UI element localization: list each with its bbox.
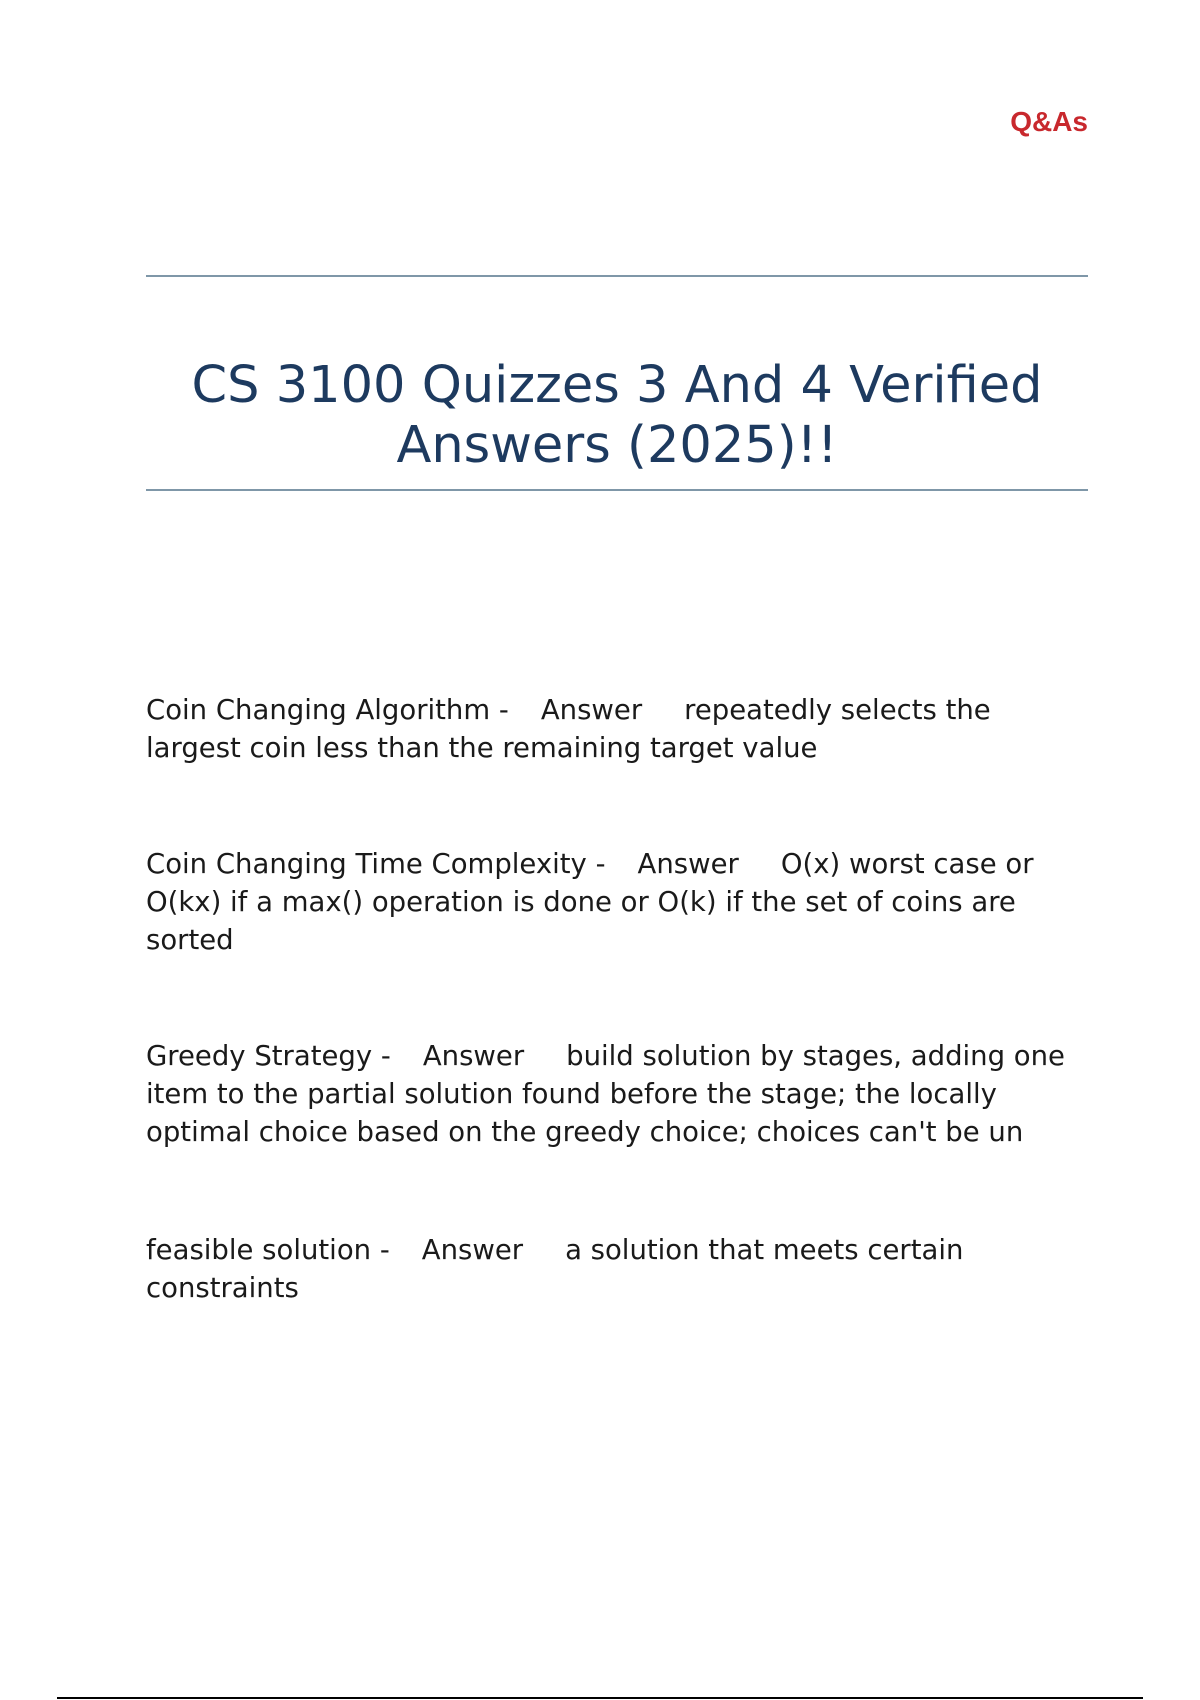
- qa-term: feasible solution: [146, 1234, 372, 1266]
- qa-answer: repeatedly selects the largest coin less than the remaining target value: [146, 694, 991, 764]
- qa-answer-label: Answer: [422, 1040, 525, 1072]
- qa-answer-label: Answer: [637, 848, 739, 880]
- title-top-rule: [146, 275, 1088, 277]
- qa-list: [146, 691, 1086, 1385]
- title-bottom-rule: [146, 489, 1088, 491]
- qa-item: [146, 845, 1086, 959]
- qa-item: [146, 691, 1086, 767]
- qa-term: Coin Changing Time Complexity: [146, 848, 587, 880]
- qa-answer: build solution by stages, adding one item to the partial solution found before the stage; the locally optimal choice based on the greedy choice; choices can't be un: [146, 1040, 1065, 1148]
- qa-answer: a solution that meets certain constraints: [146, 1234, 964, 1304]
- qa-term: Greedy Strategy: [146, 1040, 373, 1072]
- qa-separator: -: [498, 694, 509, 726]
- qa-separator: -: [379, 1234, 390, 1266]
- qa-answer: O(x) worst case or O(kx) if a max() operation is done or O(k) if the set of coins are sorted: [146, 848, 1034, 956]
- qa-separator: -: [595, 848, 606, 880]
- qa-item: [146, 1037, 1086, 1151]
- document-title: CS 3100 Quizzes 3 And 4 Verified Answers (2025)!!: [191, 356, 1043, 475]
- qa-answer-label: Answer: [540, 694, 643, 726]
- qa-separator: -: [380, 1040, 391, 1072]
- qa-badge: Q&As: [1010, 106, 1088, 137]
- page-bottom-rule: [57, 1697, 1143, 1699]
- qa-answer-label: Answer: [421, 1234, 524, 1266]
- qa-term: Coin Changing Algorithm: [146, 694, 491, 726]
- qa-item: [146, 1231, 1086, 1307]
